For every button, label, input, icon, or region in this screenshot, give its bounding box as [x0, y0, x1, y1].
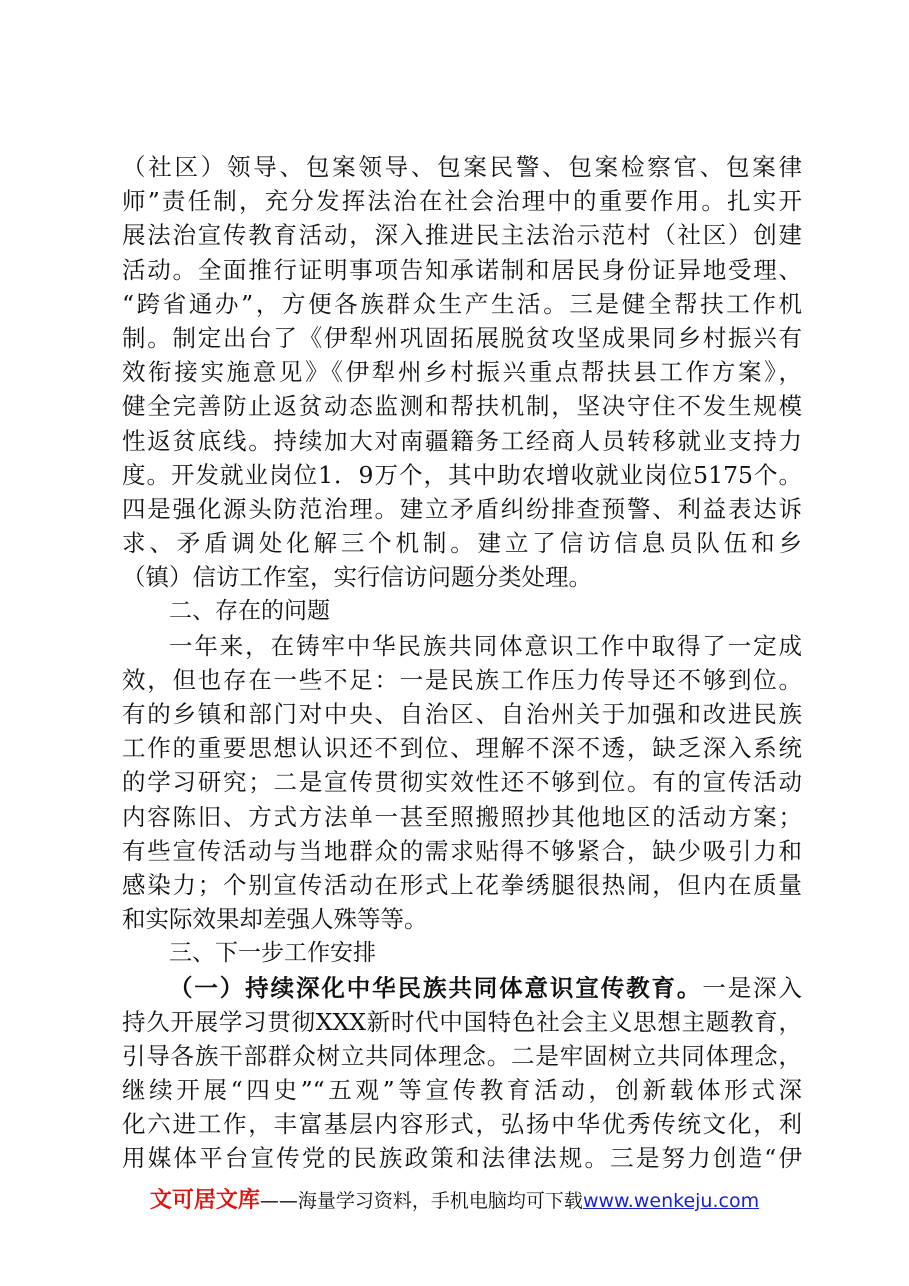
paragraph-line: 用媒体平台宣传党的民族政策和法律法规。三是努力创造“伊	[122, 1144, 802, 1173]
paragraph-line: 继续开展“四史”“五观”等宣传教育活动，创新载体形式深	[122, 1076, 802, 1105]
brand-name: 文可居文库	[149, 1188, 260, 1213]
paragraph-line: 度。开发就业岗位1．9万个，其中助农增收就业岗位5175个。	[122, 460, 802, 489]
paragraph-line: 内容陈旧、方式方法单一甚至照搬照抄其他地区的活动方案；	[122, 802, 802, 831]
paragraph-line: （社区）领导、包案领导、包案民警、包案检察官、包案律	[122, 153, 802, 181]
document-body	[122, 150, 802, 1176]
paragraph-line: 效，但也存在一些不足：一是民族工作压力传导还不够到位。	[122, 665, 802, 694]
paragraph-line: 制。制定出台了《伊犁州巩固拓展脱贫攻坚成果同乡村振兴有	[122, 323, 802, 352]
lead-continuation: 一是深入	[702, 973, 802, 1002]
paragraph-line: “跨省通办”，方便各族群众生产生活。三是健全帮扶工作机	[122, 289, 802, 318]
subsection-title: （一）持续深化中华民族共同体意识宣传教育。	[169, 973, 703, 1002]
footer-tagline: ——海量学习资料，手机电脑均可下载	[259, 1190, 583, 1212]
paragraph-line: 有些宣传活动与当地群众的需求贴得不够紧合，缺少吸引力和	[122, 836, 802, 865]
paragraph-line: 持久开展学习贯彻XXX新时代中国特色社会主义思想主题教育，	[122, 1007, 802, 1036]
paragraph-line: 活动。全面推行证明事项告知承诺制和居民身份证异地受理、	[122, 255, 802, 284]
paragraph-line: 工作的重要思想认识还不到位、理解不深不透，缺乏深入系统	[122, 734, 802, 763]
paragraph-line: 和实际效果却差强人殊等等。	[122, 905, 428, 934]
footer-banner	[0, 1183, 909, 1214]
section-heading-next-steps: 三、下一步工作安排	[169, 940, 376, 967]
section-heading-problems: 二、存在的问题	[169, 598, 330, 625]
paragraph-line: 四是强化源头防范治理。建立矛盾纠纷排查预警、利益表达诉	[122, 494, 802, 523]
website-link[interactable]: www.wenkeju.com	[582, 1190, 760, 1212]
paragraph-line: 展法治宣传教育活动，深入推进民主法治示范村（社区）创建	[122, 221, 802, 250]
paragraph-line: 求、矛盾调处化解三个机制。建立了信访信息员队伍和乡	[122, 529, 802, 558]
paragraph-line: 一年来，在铸牢中华民族共同体意识工作中取得了一定成	[169, 631, 802, 660]
paragraph-line-lead	[122, 971, 802, 1005]
paragraph-line: （镇）信访工作室，实行信访问题分类处理。	[122, 563, 592, 592]
paragraph-line: 引导各族干部群众树立共同体理念。二是牢固树立共同体理念，	[122, 1041, 802, 1070]
paragraph-line: 性返贫底线。持续加大对南疆籍务工经商人员转移就业支持力	[122, 426, 802, 455]
paragraph-line: 健全完善防止返贫动态监测和帮扶机制，坚决守住不发生规模	[122, 392, 802, 421]
paragraph-line: 有的乡镇和部门对中央、自治区、自治州关于加强和改进民族	[122, 700, 802, 728]
paragraph-line: 的学习研究；二是宣传贯彻实效性还不够到位。有的宣传活动	[122, 768, 802, 797]
paragraph-line: 感染力；个别宣传活动在形式上花拳绣腿很热闹，但内在质量	[122, 870, 802, 899]
paragraph-line: 化六进工作，丰富基层内容形式，弘扬中华优秀传统文化，利	[122, 1110, 802, 1139]
paragraph-line: 师”责任制，充分发挥法治在社会治理中的重要作用。扎实开	[122, 187, 802, 216]
paragraph-line: 效衔接实施意见》《伊犁州乡村振兴重点帮扶县工作方案》，	[122, 358, 802, 387]
